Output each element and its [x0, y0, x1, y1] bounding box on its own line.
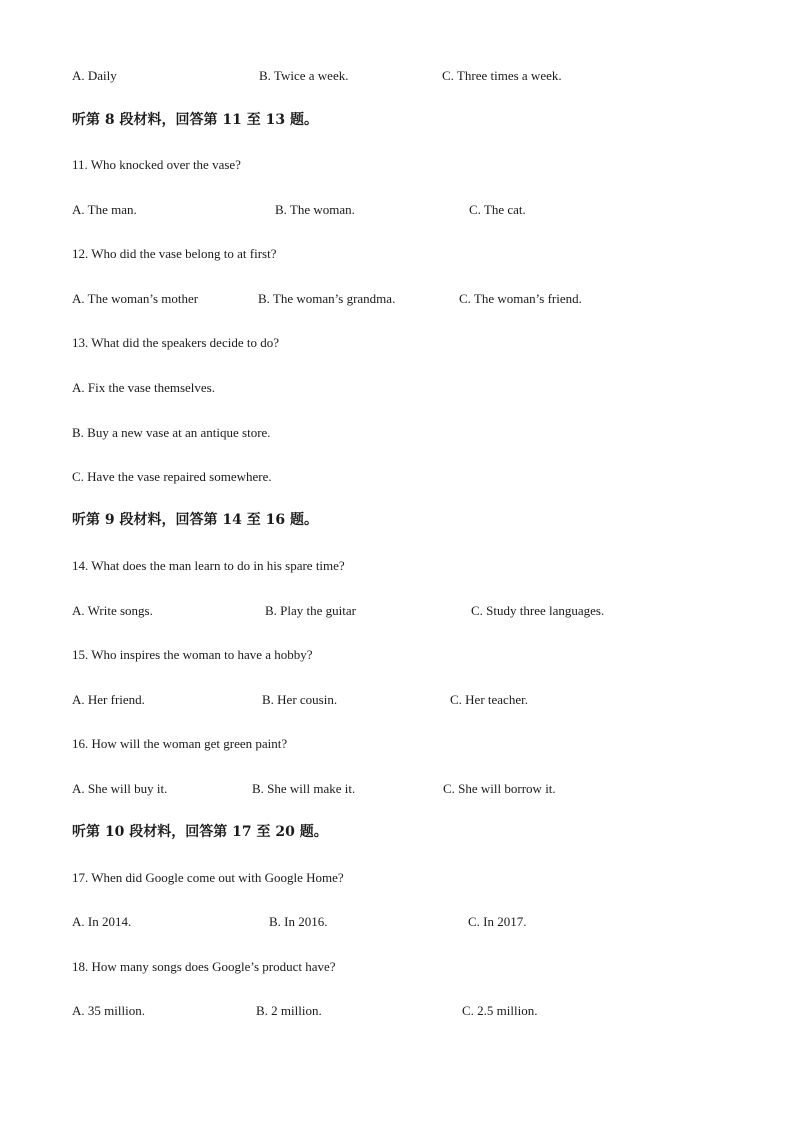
option-c: C. The woman’s friend. — [459, 291, 582, 306]
option-c: C. 2.5 million. — [462, 1003, 538, 1018]
option-c: C. Her teacher. — [450, 692, 528, 707]
question-text: 11. Who knocked over the vase? — [72, 157, 241, 172]
option-b: B. 2 million. — [256, 1003, 322, 1018]
option-c: C. Have the vase repaired somewhere. — [72, 469, 272, 484]
question-text: 13. What did the speakers decide to do? — [72, 335, 279, 350]
option-a: A. Fix the vase themselves. — [72, 380, 215, 395]
option-b: B. Her cousin. — [262, 692, 338, 707]
section-heading: 听第 9 段材料，回答第 14 至 16 题。 — [72, 512, 318, 528]
option-b: B. She will make it. — [252, 781, 356, 796]
option-a: A. 35 million. — [72, 1003, 145, 1018]
section-heading: 听第 10 段材料，回答第 17 至 20 题。 — [72, 824, 328, 840]
question-text: 14. What does the man learn to do in his spare time? — [72, 558, 345, 573]
question-text: 12. Who did the vase belong to at first? — [72, 246, 277, 261]
option-a: A. The man. — [72, 202, 137, 217]
option-a: A. Write songs. — [72, 603, 153, 618]
option-a: A. Daily — [72, 68, 117, 83]
option-c: C. In 2017. — [468, 914, 527, 929]
option-a: A. Her friend. — [72, 692, 145, 707]
option-b: B. The woman’s grandma. — [258, 291, 396, 306]
question-text: 16. How will the woman get green paint? — [72, 736, 288, 751]
option-c: C. Three times a week. — [442, 68, 562, 83]
option-b: B. The woman. — [275, 202, 355, 217]
option-b: B. Twice a week. — [259, 68, 349, 83]
option-a: A. She will buy it. — [72, 781, 168, 796]
option-a: A. The woman’s mother — [72, 291, 199, 306]
option-b: B. In 2016. — [269, 914, 328, 929]
option-c: C. The cat. — [469, 202, 526, 217]
section-heading: 听第 8 段材料，回答第 11 至 13 题。 — [72, 112, 318, 128]
question-text: 18. How many songs does Google’s product have? — [72, 959, 336, 974]
option-a: A. In 2014. — [72, 914, 132, 929]
option-c: C. Study three languages. — [471, 603, 605, 618]
option-b: B. Buy a new vase at an antique store. — [72, 425, 271, 440]
option-c: C. She will borrow it. — [443, 781, 556, 796]
option-b: B. Play the guitar — [265, 603, 356, 618]
question-text: 15. Who inspires the woman to have a hobby? — [72, 647, 313, 662]
question-text: 17. When did Google come out with Google Home? — [72, 870, 344, 885]
